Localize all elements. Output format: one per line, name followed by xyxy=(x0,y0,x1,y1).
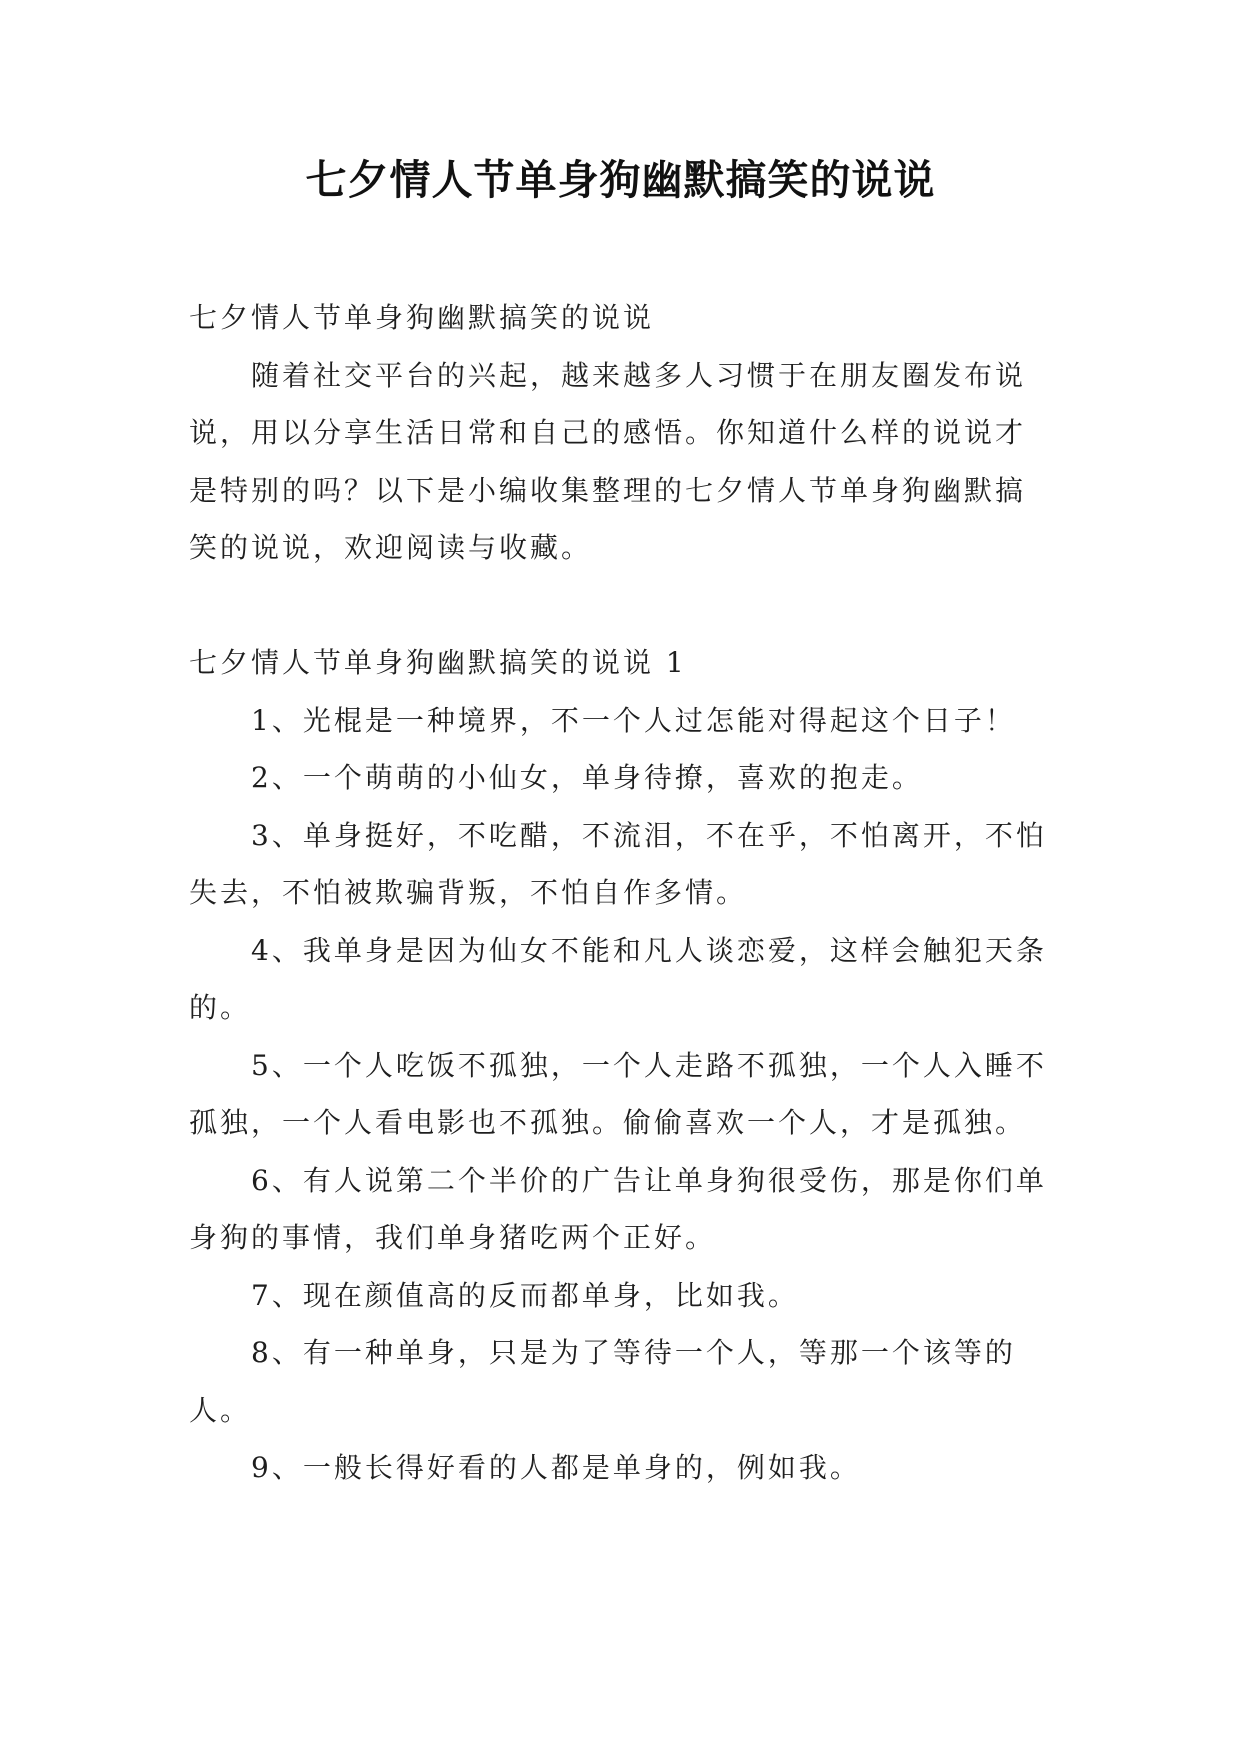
list-item-5: 5、一个人吃饭不孤独，一个人走路不孤独，一个人入睡不孤独，一个人看电影也不孤独。偷偷喜欢一个人，才是孤独。 xyxy=(189,1048,1047,1139)
list-item-8: 8、有一种单身，只是为了等待一个人，等那一个该等的人。 xyxy=(189,1336,1016,1427)
list-item-2: 2、一个萌萌的小仙女，单身待撩，喜欢的抱走。 xyxy=(251,761,923,794)
list-item-1: 1、光棍是一种境界，不一个人过怎能对得起这个日子！ xyxy=(251,703,1016,737)
document-title: 七夕情人节单身狗幽默搞笑的说说 xyxy=(305,156,936,204)
intro-heading: 七夕情人节单身狗幽默搞笑的说说 xyxy=(189,301,655,334)
intro-paragraph: 随着社交平台的兴起，越来越多人习惯于在朋友圈发布说说，用以分享生活日常和自己的感悟。你知道什么样的说说才是特别的吗？以下是小编收集整理的七夕情人节单身狗幽默搞笑的说说，欢迎阅读与收藏。 xyxy=(189,358,1027,564)
list-item-3: 3、单身挺好，不吃醋，不流泪，不在乎，不怕离开，不怕失去，不怕被欺骗背叛，不怕自作多情。 xyxy=(189,818,1047,909)
section-heading: 七夕情人节单身狗幽默搞笑的说说 1 xyxy=(189,646,687,679)
list-item-4: 4、我单身是因为仙女不能和凡人谈恋爱，这样会触犯天条的。 xyxy=(189,933,1047,1024)
section-spacer xyxy=(189,577,1055,635)
list-item-9: 9、一般长得好看的人都是单身的，例如我。 xyxy=(251,1451,861,1484)
document-body xyxy=(189,289,1055,1497)
list-item-7: 7、现在颜值高的反而都单身，比如我。 xyxy=(251,1278,799,1312)
list-item-6: 6、有人说第二个半价的广告让单身狗很受伤，那是你们单身狗的事情，我们单身猪吃两个正好。 xyxy=(189,1163,1047,1254)
